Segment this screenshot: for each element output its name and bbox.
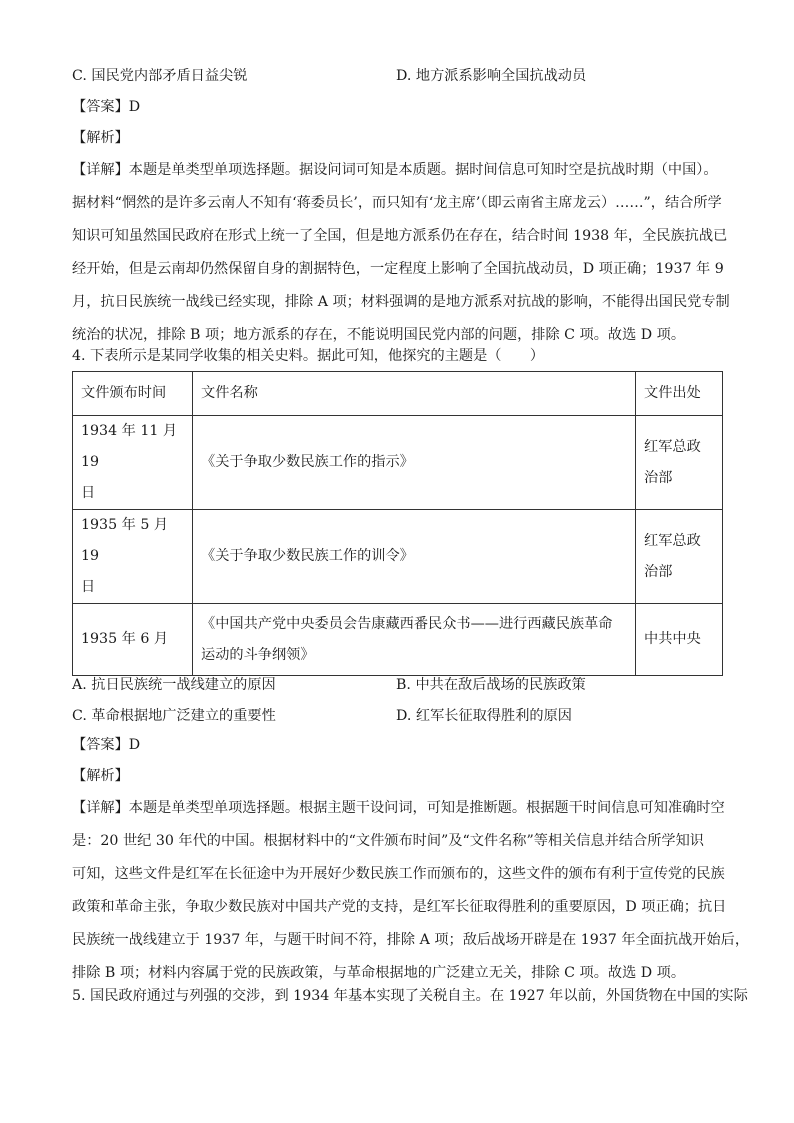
cell-text: 1934 年 11 月 19 bbox=[81, 423, 178, 470]
q4-detail-line: 排除 B 项；材料内容属于党的民族政策，与革命根据地的广泛建立无关，排除 C 项。故选 D 项。 bbox=[72, 965, 686, 981]
q3-detail bbox=[72, 154, 730, 352]
q3-detail-line: 【详解】本题是单类型单项选择题。据设问词可知是本质题。据时间信息可知时空是抗战时期（中国）。 bbox=[72, 162, 718, 178]
q4-detail-line: 政策和革命主张，争取少数民族对中国共产党的支持，是红军长征取得胜利的重要原因，D 项正确；抗日 bbox=[72, 899, 727, 915]
q3-option-d[interactable]: D. 地方派系影响全国抗战动员 bbox=[396, 68, 587, 84]
q3-detail-line: 统治的状况，排除 B 项；地方派系的存在，不能说明国民党内部的问题，排除 C 项。故选 D 项。 bbox=[72, 327, 686, 343]
cell-text: 《中国共产党中央委员会告康藏西番民众书——进行西藏民族革命 bbox=[201, 615, 613, 632]
q4-options-ab bbox=[72, 674, 722, 694]
cell-source bbox=[636, 416, 723, 510]
cell-text: 治部 bbox=[644, 563, 673, 580]
q5-stem: 5. 国民政府通过与列强的交涉，到 1934 年基本实现了关税自主。在 1927 年以前，外国货物在中国的实际 bbox=[72, 988, 748, 1004]
q4-option-c[interactable]: C. 革命根据地广泛建立的重要性 bbox=[72, 708, 276, 724]
q3-detail-line: 知识可知虽然国民政府在形式上统一了全国，但是地方派系仍在存在，结合时间 1938 年，全民族抗战已 bbox=[72, 228, 728, 244]
table-header-row bbox=[73, 372, 723, 416]
q4-option-b[interactable]: B. 中共在敌后战场的民族政策 bbox=[396, 677, 586, 693]
cell-name bbox=[193, 510, 636, 604]
q4-detail-line: 【详解】本题是单类型单项选择题。根据主题干设问词，可知是推断题。根据题干时间信息可知准确时空 bbox=[72, 800, 725, 816]
q4-option-d[interactable]: D. 红军长征取得胜利的原因 bbox=[396, 708, 572, 724]
q3-detail-line: 据材料“惘然的是许多云南人不知有‘蒋委员长’，而只知有‘龙主席’（即云南省主席龙云）……”，结合所学 bbox=[72, 195, 722, 211]
cell-source bbox=[636, 604, 723, 676]
cell-text: 红军总政 bbox=[644, 532, 701, 549]
cell-text: 《关于争取少数民族工作的指示》 bbox=[201, 454, 414, 470]
cell-text: 中共中央 bbox=[644, 631, 701, 647]
cell-text: 日 bbox=[81, 579, 96, 595]
cell-name bbox=[193, 604, 636, 676]
q4-detail-line: 民族统一战线建立于 1937 年，与题干时间不符，排除 A 项；敌后战场开辟是在 1937 年全面抗战开始后， bbox=[72, 932, 750, 948]
cell-time bbox=[73, 510, 193, 604]
cell-text: 红军总政 bbox=[644, 438, 701, 455]
cell-text: 日 bbox=[81, 485, 96, 501]
q3-option-c[interactable]: C. 国民党内部矛盾日益尖锐 bbox=[72, 68, 248, 84]
q4-analysis-label: 【解析】 bbox=[72, 768, 129, 784]
cell-name bbox=[193, 416, 636, 510]
q4-answer: 【答案】D bbox=[72, 737, 141, 753]
q4-stem: 4. 下表所示是某同学收集的相关史料。据此可知，他探究的主题是（ ） bbox=[72, 348, 545, 364]
q3-detail-line: 月，抗日民族统一战线已经实现，排除 A 项；材料强调的是地方派系对抗战的影响，不能得出国民党专制 bbox=[72, 294, 730, 310]
table-row bbox=[73, 604, 723, 676]
table-row bbox=[73, 510, 723, 604]
cell-text: 治部 bbox=[644, 469, 673, 486]
table-row bbox=[73, 416, 723, 510]
cell-time bbox=[73, 416, 193, 510]
q3-answer: 【答案】D bbox=[72, 99, 141, 115]
q4-detail-line: 是：20 世纪 30 年代的中国。根据材料中的“文件颁布时间”及“文件名称”等相关信息并结合所学知识 bbox=[72, 833, 704, 849]
cell-text: 运动的斗争纲领》 bbox=[201, 646, 315, 663]
header-time: 文件颁布时间 bbox=[73, 372, 193, 416]
q4-option-a[interactable]: A. 抗日民族统一战线建立的原因 bbox=[72, 677, 276, 693]
q4-detail bbox=[72, 792, 750, 990]
cell-source bbox=[636, 510, 723, 604]
q4-options-cd bbox=[72, 705, 722, 725]
q3-options-cd bbox=[72, 65, 722, 85]
header-name: 文件名称 bbox=[193, 372, 636, 416]
q3-analysis-label: 【解析】 bbox=[72, 130, 129, 146]
cell-time bbox=[73, 604, 193, 676]
cell-text: 《关于争取少数民族工作的训令》 bbox=[201, 548, 414, 564]
q3-detail-line: 经开始，但是云南却仍然保留自身的割据特色，一定程度上影响了全国抗战动员，D 项正确；1937 年 9 bbox=[72, 261, 724, 277]
cell-text: 1935 年 6 月 bbox=[81, 631, 169, 647]
header-source: 文件出处 bbox=[636, 372, 723, 416]
q4-detail-line: 可知，这些文件是红军在长征途中为开展好少数民族工作而颁布的，这些文件的颁布有利于宣传党的民族 bbox=[72, 866, 725, 882]
q4-source-table bbox=[72, 371, 723, 676]
cell-text: 1935 年 5 月 19 bbox=[81, 517, 169, 564]
